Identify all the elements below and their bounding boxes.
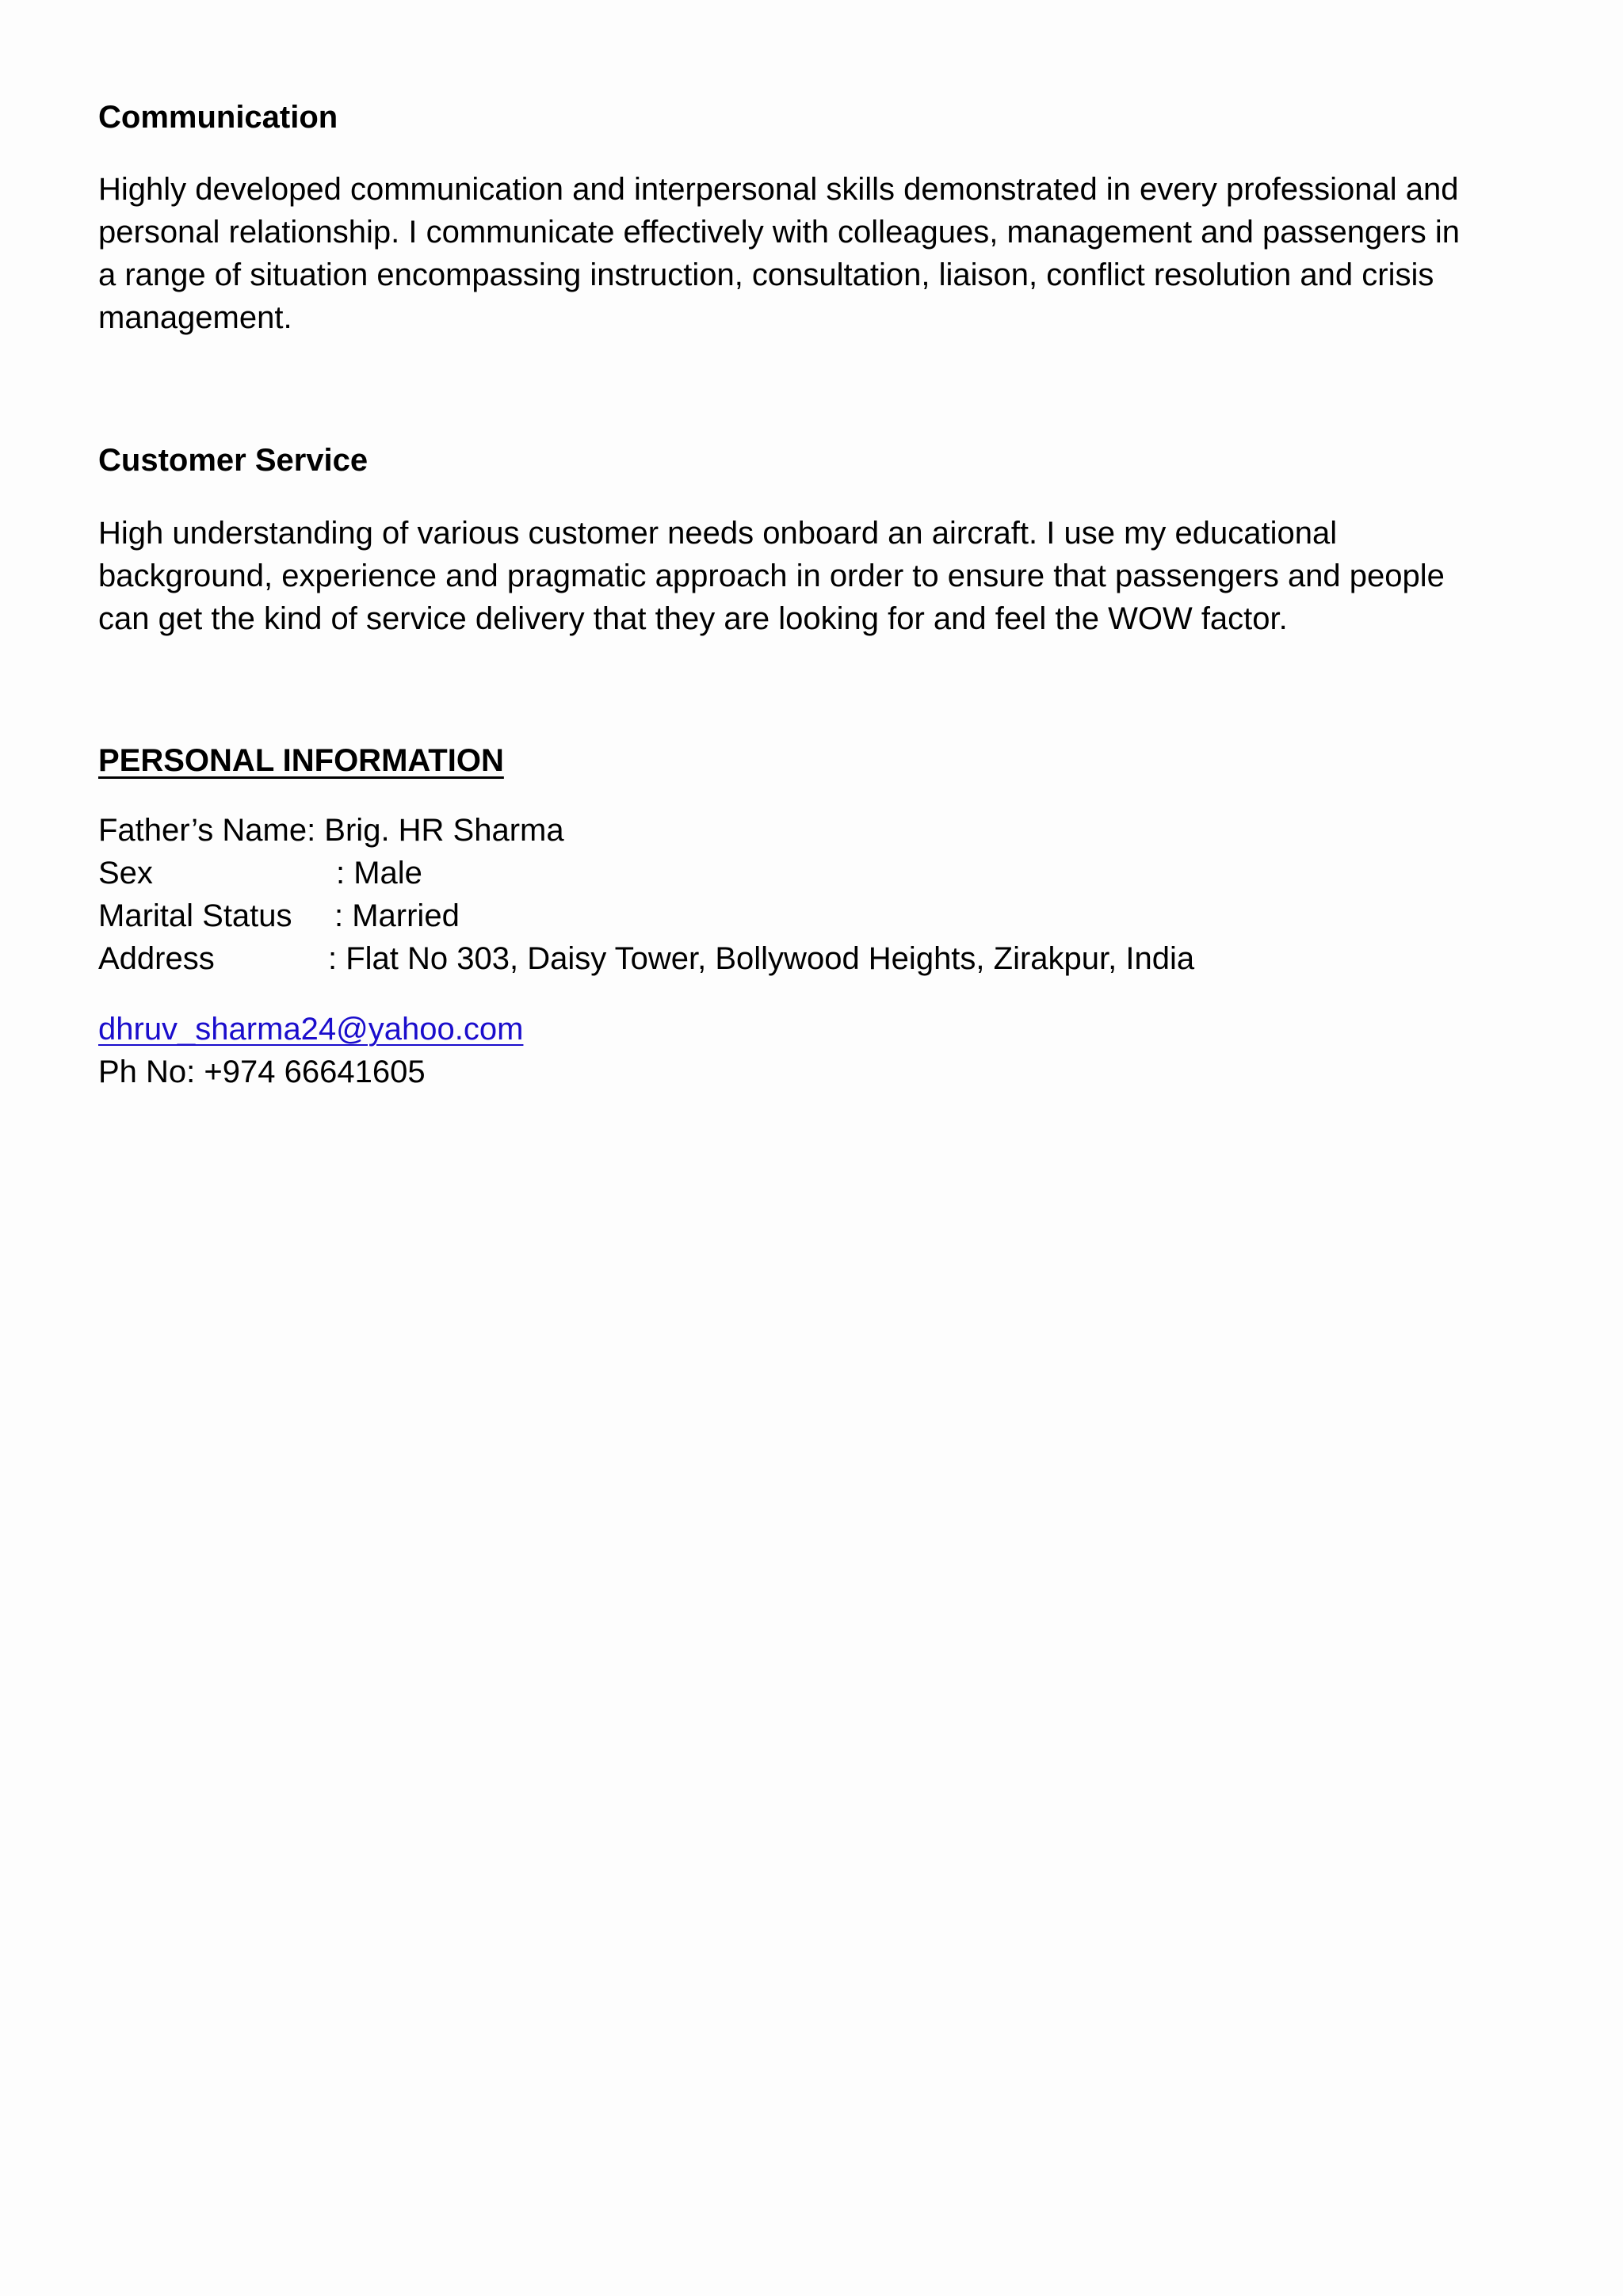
customer-service-heading: Customer Service <box>98 443 369 478</box>
communication-heading: Communication <box>98 100 338 135</box>
marital-status-value: : Married <box>334 898 460 933</box>
marital-status-label: Marital Status <box>98 898 292 933</box>
sex-value: : Male <box>336 856 422 891</box>
phone-number: Ph No: +974 66641605 <box>98 1055 426 1089</box>
email-link[interactable]: dhruv_sharma24@yahoo.com <box>98 1012 524 1047</box>
communication-line: a range of situation encompassing instruction, consultation, liaison, conflict resolution and crisis <box>98 257 1434 292</box>
communication-line: Highly developed communication and interpersonal skills demonstrated in every professional and <box>98 172 1459 207</box>
customer-service-line: High understanding of various customer needs onboard an aircraft. I use my educational <box>98 516 1338 551</box>
communication-line: personal relationship. I communicate effectively with colleagues, management and passengers in <box>98 215 1461 250</box>
sex-label: Sex <box>98 856 153 891</box>
personal-information-heading: PERSONAL INFORMATION <box>98 743 504 778</box>
address-label: Address <box>98 941 215 976</box>
customer-service-line: background, experience and pragmatic approach in order to ensure that passengers and people <box>98 559 1445 593</box>
communication-paragraph <box>98 168 1525 339</box>
fathers-name-row <box>98 809 564 852</box>
customer-service-line: can get the kind of service delivery that they are looking for and feel the WOW factor. <box>98 601 1288 636</box>
communication-line: management. <box>98 300 292 335</box>
customer-service-paragraph <box>98 512 1525 640</box>
fathers-name-value: : Brig. HR Sharma <box>307 813 564 848</box>
address-value: : Flat No 303, Daisy Tower, Bollywood Heights, Zirakpur, India <box>328 941 1195 976</box>
fathers-name-label: Father’s Name <box>98 813 307 848</box>
